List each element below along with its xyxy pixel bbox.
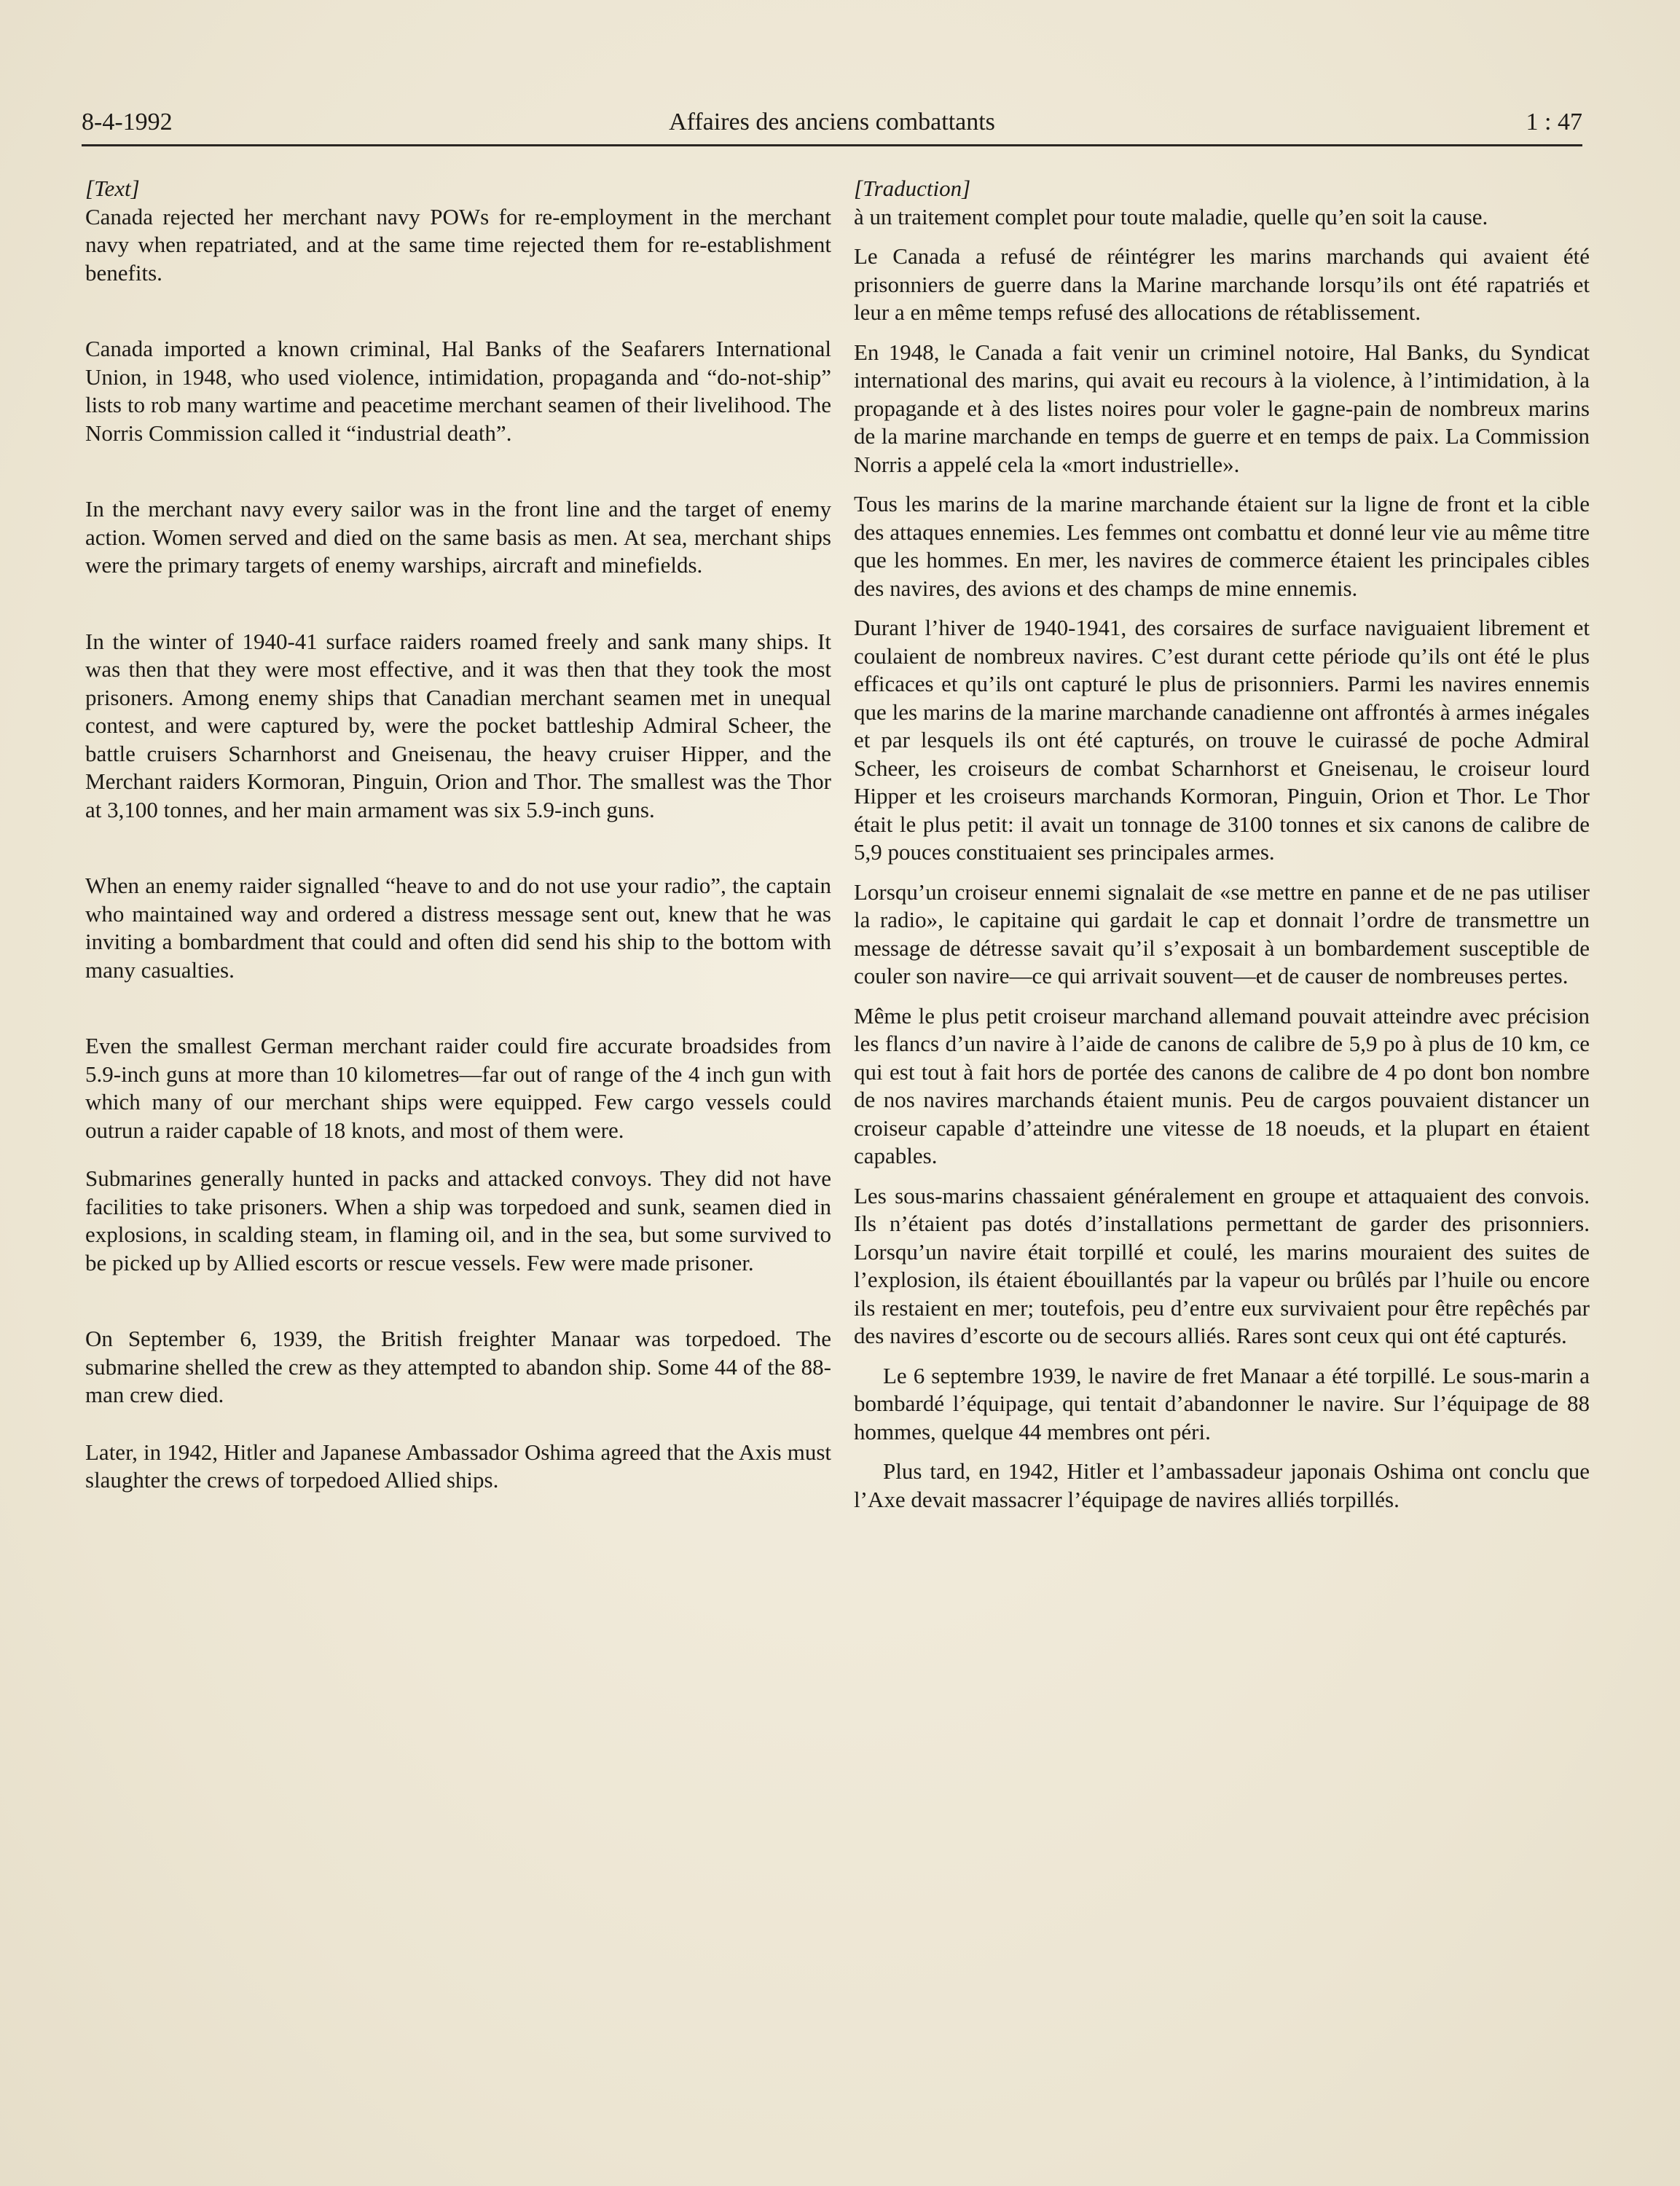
header-title: Affaires des anciens combattants [669,109,995,135]
header-rule [82,144,1582,146]
left-paragraph: Canada imported a known criminal, Hal Banks of the Seafarers International Union, in 1948, who used violence, intimidation, propaganda and “do-not-ship” lists to rob many wartime and peacetime merchant seamen of their livelihood. The Norris Commission called it “industrial death”. [85,336,831,446]
right-paragraph: Lorsqu’un croiseur ennemi signalait de «se mettre en panne et de ne pas utiliser la radio», le capitaine qui gardait le cap et donnait l’ordre de transmettre un message de détresse savait qu’il s’exposait à un bombardement susceptible de couler son navire—ce qui arrivait souvent—et de causer de nombreuses pertes. [854,878,1590,988]
left-paragraph: Canada rejected her merchant navy POWs for re-employment in the merchant navy when repatriated, and at the same time rejected them for re-establishment benefits. [85,203,831,286]
right-paragraph: Plus tard, en 1942, Hitler et l’ambassadeur japonais Oshima ont conclu que l’Axe devait massacrer l’équipage de navires alliés torpillés. [854,1458,1590,1512]
left-paragraph: In the merchant navy every sailor was in the front line and the target of enemy action. Women served and died on the same basis as men. At sea, merchant ships were the primary targets of enemy warships, aircraft and minefields. [85,496,831,578]
left-paragraph: In the winter of 1940-41 surface raiders roamed freely and sank many ships. It was then that they were most effective, and it was then that they took the most prisoners. Among enemy ships that Canadian merchant seamen met in unequal contest, and were captured by, were the pocket battleship Admiral Scheer, the battle cruisers Scharnhorst and Gneisenau, the heavy cruiser Hipper, and the Merchant raiders Kormoran, Pinguin, Orion and Thor. The smallest was the Thor at 3,100 tonnes, and her main armament was six 5.9-inch guns. [85,628,831,822]
left-paragraph: Even the smallest German merchant raider could fire accurate broadsides from 5.9-inch guns at more than 10 kilometres—far out of range of the 4 inch gun with which many of our merchant ships were equipped. Few cargo vessels could outrun a raider capable of 18 knots, and most of them were. [85,1033,831,1143]
left-paragraph: When an enemy raider signalled “heave to and do not use your radio”, the captain who maintained way and ordered a distress message sent out, knew that he was inviting a bombardment that could and often did send his ship to the bottom with many casualties. [85,873,831,983]
right-column-label: [Traduction] [854,176,971,201]
right-paragraph: Le Canada a refusé de réintégrer les marins marchands qui avaient été prisonniers de guerre dans la Marine marchande lorsqu’ils ont été rapatriés et leur a en même temps refusé des allocations de rétablissement. [854,243,1590,325]
left-paragraph: On September 6, 1939, the British freighter Manaar was torpedoed. The submarine shelled the crew as they attempted to abandon ship. Some 44 of the 88-man crew died. [85,1326,831,1407]
right-paragraph: Même le plus petit croiseur marchand allemand pouvait atteindre avec précision les flancs d’un navire à l’aide de canons de calibre de 5,9 po à plus de 10 km, ce qui est tout à fait hors de portée des canons de calibre de 4 po dont bon nombre de nos navires marchands étaient munis. Peu de cargos pouvaient distancer un croiseur capable d’atteindre une vitesse de 18 noeuds, et la plupart en étaient capables. [854,1002,1590,1168]
left-paragraph: Later, in 1942, Hitler and Japanese Ambassador Oshima agreed that the Axis must slaughter the crews of torpedoed Allied ships. [85,1439,831,1493]
right-paragraph: En 1948, le Canada a fait venir un criminel notoire, Hal Banks, du Syndicat international des marins, qui avait eu recours à la violence, à l’intimidation, à la propagande et à des listes noires pour voler le gagne-pain de nombreux marins de la marine marchande en temps de guerre et en temps de paix. La Commission Norris a appelé cela la «mort industrielle». [854,339,1590,477]
right-paragraph: Le 6 septembre 1939, le navire de fret Manaar a été torpillé. Le sous-marin a bombardé l’équipage, qui tentait d’abandonner le navire. Sur l’équipage de 88 hommes, quelque 44 membres ont péri. [854,1362,1590,1444]
right-column-french [854,175,1590,1525]
page-header [82,106,1582,147]
left-column-english [85,175,831,1543]
right-paragraph: Les sous-marins chassaient généralement en groupe et attaquaient des convois. Ils n’étaient pas dotés d’installations permettant de garder des prisonniers. Lorsqu’un navire était torpillé et coulé, les marins mouraient des suites de l’explosion, ils étaient ébouillantés par la vapeur ou brûlés par l’huile ou encore ils restaient en mer; toutefois, peu d’entre eux survivaient pour être repêchés par des navires d’escorte ou de secours alliés. Rares sont ceux qui ont été capturés. [854,1182,1590,1348]
left-paragraph: Submarines generally hunted in packs and attacked convoys. They did not have facilities to take prisoners. When a ship was torpedoed and sunk, seamen died in explosions, in scalding steam, in flaming oil, and in the sea, but some survived to be picked up by Allied escorts or rescue vessels. Few were made prisoner. [85,1165,831,1275]
right-paragraph: Durant l’hiver de 1940-1941, des corsaires de surface naviguaient librement et coulaient de nombreux navires. C’est durant cette période qu’ils ont été le plus efficaces et qu’ils ont capturé le plus de prisonniers. Parmi les navires ennemis que les marins de la marine marchande canadienne ont affrontés à armes inégales et par lesquels ils ont été capturés, on trouve le cuirassé de poche Admiral Scheer, les croiseurs de combat Scharnhorst et Gneisenau, le croiseur lourd Hipper et les croiseurs marchands Kormoran, Pinguin, Orion et Thor. Le Thor était le plus petit: il avait un tonnage de 3100 tonnes et six canons de calibre de 5,9 pouces constituaient ses principales armes. [854,615,1590,865]
header-page-number: 1 : 47 [1526,109,1582,135]
right-paragraph: à un traitement complet pour toute maladie, quelle qu’en soit la cause. [854,203,1488,229]
header-date: 8-4-1992 [82,109,173,135]
left-column-label: [Text] [85,176,140,201]
right-paragraph: Tous les marins de la marine marchande étaient sur la ligne de front et la cible des attaques ennemies. Les femmes ont combattu et donné leur vie au même titre que les hommes. En mer, les navires de commerce étaient les principales cibles des navires, des avions et des champs de mine ennemis. [854,491,1590,601]
